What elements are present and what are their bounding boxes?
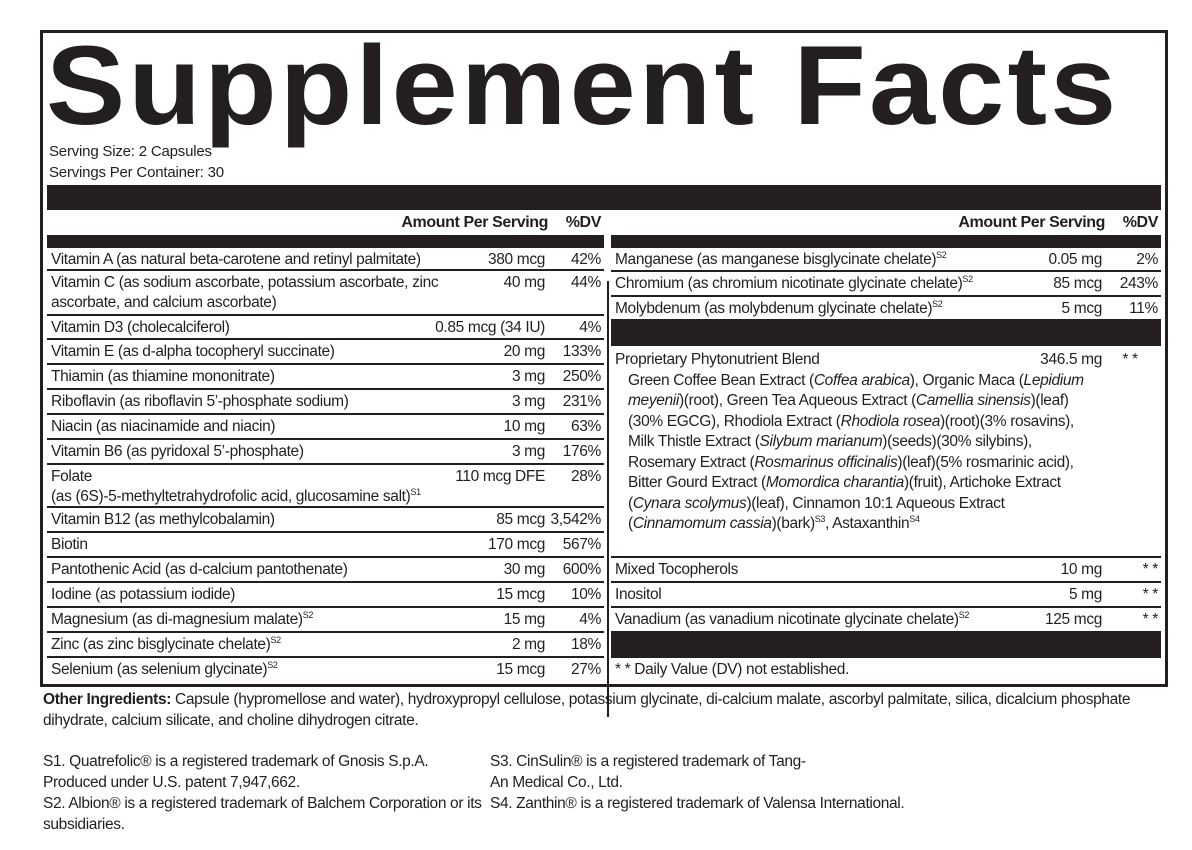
nutrient-dv: 243% [1119, 275, 1158, 292]
botanical-name: Cinnamomum cassia [632, 515, 772, 532]
botanical-name: Rosmarinus officinalis [754, 453, 898, 471]
dv-note-text: * * Daily Value (DV) not established. [615, 661, 850, 678]
nutrient-name [51, 442, 512, 463]
nutrient-name-text: Iodine (as potassium iodide) [51, 586, 236, 603]
column-header [47, 210, 604, 235]
ingredient-text: )(bark) [771, 515, 815, 532]
nutrient-dv: 231% [562, 393, 601, 410]
nutrient-name [51, 560, 504, 581]
nutrient-amount: 5 mg [1068, 586, 1102, 603]
nutrient-name-text: Molybdenum (as molybdenum glycinate chelate) [615, 300, 933, 317]
nutrient-row [611, 297, 1161, 321]
footnote-ref: S1 [410, 487, 421, 497]
column-divider [607, 281, 609, 717]
ingredient-text: )(root)(3% rosavins), Milk Thistle Extract ( [628, 412, 1074, 450]
nutrient-row [47, 248, 604, 271]
footnote-ref: S2 [936, 250, 947, 260]
nutrient-name-text: Biotin [51, 536, 88, 553]
nutrient-row [47, 271, 604, 316]
other-ingredients [43, 690, 1163, 731]
nutrient-amount: 125 mcg [1045, 611, 1102, 628]
nutrient-name-text: Vitamin A (as natural beta-carotene and retinyl palmitate) [51, 251, 421, 268]
footnote-ref: S4 [909, 514, 920, 524]
nutrient-name-text: Inositol [615, 586, 662, 603]
right-column [611, 210, 1161, 683]
nutrient-name [51, 635, 512, 656]
nutrient-name-text: Vitamin D3 (cholecalciferol) [51, 319, 230, 336]
nutrient-row [47, 558, 604, 583]
footnote-ref: S3 [814, 514, 826, 524]
nutrient-row [47, 440, 604, 465]
nutrient-dv: 133% [562, 343, 601, 360]
amount-header: Amount Per Serving [401, 213, 548, 231]
proprietary-blend [611, 346, 1161, 558]
ingredient-text: )(leaf)(30% EGCG), Rhodiola Extract ( [628, 392, 1069, 430]
nutrient-name-text: Niacin (as niacinamide and niacin) [51, 418, 276, 435]
footnote-ref: S2 [267, 660, 278, 670]
nutrient-row [47, 658, 604, 683]
nutrient-row [47, 583, 604, 608]
nutrient-row [611, 272, 1161, 297]
nutrient-name [51, 610, 504, 631]
column-header [611, 210, 1161, 235]
nutrient-dv: 18% [571, 636, 601, 653]
nutrient-row [611, 558, 1161, 583]
nutrient-row [47, 508, 604, 533]
nutrient-amount: 85 mcg [496, 511, 545, 528]
nutrient-row [47, 608, 604, 633]
thin-divider [611, 235, 1161, 248]
dv-header: %DV [1122, 213, 1158, 231]
footnote-ref: S2 [958, 610, 970, 620]
ingredient-text: )(root), Green Tea Aqueous Extract ( [678, 392, 916, 409]
nutrient-amount: 10 mg [1060, 561, 1102, 578]
nutrient-name-text: Vitamin B6 (as pyridoxal 5’-phosphate) [51, 443, 304, 460]
nutrient-name [615, 610, 1045, 631]
footnote-ref: S2 [962, 274, 973, 284]
nutrient-name-text: Thiamin (as thiamine mononitrate) [51, 368, 275, 385]
footnote-ref: S2 [302, 610, 314, 620]
botanical-name: Lepidium meyenii [628, 371, 1084, 409]
nutrient-name [51, 585, 496, 606]
footnote-s3: S3. CinSulin® is a registered trademark of Tang-An Medical Co., Ltd. [490, 753, 806, 791]
servings-per-container: Servings Per Container: 30 [49, 164, 224, 181]
nutrient-name-text: Vitamin B12 (as methylcobalamin) [51, 511, 275, 528]
nutrient-amount: 3 mg [511, 443, 545, 460]
blend-ingredients [615, 371, 1158, 535]
nutrient-amount: 5 mcg [1061, 300, 1102, 317]
nutrient-amount: 30 mg [503, 561, 545, 578]
botanical-name: Rhodiola rosea [840, 412, 940, 430]
footnote-ref: S2 [932, 299, 943, 309]
ingredient-text: ), Organic Maca ( [909, 371, 1024, 389]
nutrient-dv: 44% [571, 274, 601, 291]
serving-size: Serving Size: 2 Capsules [49, 143, 212, 160]
nutrient-row [47, 533, 604, 558]
nutrient-name-text: Magnesium (as di-magnesium malate) [51, 611, 303, 628]
nutrient-dv: 567% [562, 536, 601, 553]
nutrient-row [611, 248, 1161, 272]
nutrient-amount: 15 mg [503, 611, 545, 628]
nutrient-name [51, 273, 504, 314]
nutrient-name-text: Mixed Tocopherols [615, 561, 738, 578]
ingredient-text: )(leaf), Cinnamon 10:1 Aqueous Extract ( [628, 494, 1005, 532]
nutrient-amount: 40 mg [503, 274, 545, 291]
footnote-s2: S2. Albion® is a registered trademark of Balchem Corporation or its subsidiaries. [43, 795, 482, 833]
blend-amount: 346.5 mg [1040, 351, 1102, 368]
ingredient-text: )(leaf)(5% rosmarinic acid), Bitter Gourd Extract ( [628, 453, 1074, 491]
nutrient-name [51, 535, 488, 556]
panel-title: Supplement Facts [46, 23, 1120, 148]
nutrient-name-text: Vitamin E (as d-alpha tocopheryl succinate) [51, 343, 335, 360]
left-column [47, 210, 604, 683]
footnote-ref: S2 [270, 635, 281, 645]
nutrient-dv: 27% [571, 661, 601, 678]
nutrient-name [615, 299, 1062, 319]
nutrient-dv: 250% [562, 368, 601, 385]
nutrient-name [51, 660, 496, 683]
blend-name: Proprietary Phytonutrient Blend [615, 351, 820, 368]
nutrient-name [615, 585, 1069, 606]
botanical-name: Camellia sinensis [915, 392, 1031, 409]
other-ingredients-text: Capsule (hypromellose and water), hydroxypropyl cellulose, potassium glycinate, di-calcium malate, ascorbyl palmitate, silica, dicalcium phosphate dihydrate, calcium silicate, and choline dihydrogen citrate. [43, 691, 1131, 729]
nutrient-amount: 110 mcg DFE [455, 468, 545, 485]
botanical-name: Cynara scolymus [632, 494, 747, 512]
nutrient-name-text: Vanadium (as vanadium nicotinate glycinate chelate) [615, 611, 959, 628]
nutrient-row [47, 365, 604, 390]
nutrient-name [51, 417, 504, 438]
blend-dv: * * [1122, 351, 1138, 368]
nutrient-name-text: Manganese (as manganese bisglycinate chelate) [615, 251, 937, 268]
nutrient-row [47, 390, 604, 415]
other-ingredients-label: Other Ingredients: [43, 691, 172, 708]
nutrient-name-text: Folate [51, 468, 92, 485]
nutrient-name [51, 318, 435, 338]
nutrient-name [51, 250, 488, 269]
nutrient-dv: 4% [579, 319, 601, 336]
nutrient-amount: 85 mcg [1053, 275, 1102, 292]
thin-divider [47, 235, 604, 248]
nutrient-amount: 15 mcg [496, 661, 545, 678]
nutrient-row [47, 415, 604, 440]
ingredient-text: )(seeds)(30% silybins), Rosemary Extract ( [628, 433, 1032, 471]
nutrient-amount: 3 mg [511, 368, 545, 385]
nutrient-amount: 170 mcg [488, 536, 545, 553]
nutrient-row [47, 465, 604, 508]
ingredient-text: , Astaxanthin [825, 515, 910, 532]
nutrient-row [47, 633, 604, 658]
nutrient-name-text: Pantothenic Acid (as d-calcium pantothenate) [51, 561, 348, 578]
nutrient-amount: 2 mg [511, 636, 545, 653]
nutrient-dv: 176% [562, 443, 601, 460]
ingredient-text: )(fruit), Artichoke Extract ( [628, 474, 1061, 512]
nutrient-amount: 20 mg [503, 343, 545, 360]
botanical-name: Silybum marianum [759, 433, 883, 450]
nutrient-row [47, 316, 604, 340]
footnote-s4: S4. Zanthin® is a registered trademark of Valensa International. [490, 795, 905, 812]
nutrient-name-text: Zinc (as zinc bisglycinate chelate) [51, 636, 271, 653]
nutrient-amount: 3 mg [511, 393, 545, 410]
nutrient-amount: 380 mcg [488, 251, 545, 268]
nutrient-row [47, 340, 604, 365]
nutrient-source: (as (6S)-5-methyltetrahydrofolic acid, glucosamine salt) [51, 488, 411, 505]
nutrient-name [51, 392, 512, 413]
nutrient-name [615, 250, 1048, 270]
nutrient-name [51, 367, 512, 388]
nutrient-dv: 11% [1129, 300, 1158, 317]
nutrient-name [51, 342, 504, 363]
amount-header: Amount Per Serving [958, 213, 1105, 231]
ingredient-text: Green Coffee Bean Extract ( [628, 371, 814, 389]
nutrient-name-text: Chromium (as chromium nicotinate glycinate chelate) [615, 275, 963, 292]
nutrient-dv: * * [1142, 561, 1158, 578]
nutrient-name-text: Riboflavin (as riboflavin 5’-phosphate sodium) [51, 393, 349, 410]
nutrient-amount: 15 mcg [496, 586, 545, 603]
nutrient-dv: 3,542% [550, 511, 601, 528]
botanical-name: Coffea arabica [813, 371, 910, 389]
nutrient-name-text: Vitamin C (as sodium ascorbate, potassium ascorbate, zinc ascorbate, and calcium ascorbate) [51, 274, 439, 311]
nutrient-name [51, 510, 496, 531]
dv-note [611, 658, 1161, 683]
nutrient-row [611, 583, 1161, 608]
section-divider-bar [611, 633, 1161, 658]
nutrient-dv: 2% [1136, 251, 1158, 268]
nutrient-name [615, 560, 1061, 581]
nutrient-dv: 28% [571, 468, 601, 485]
nutrient-amount: 10 mg [503, 418, 545, 435]
nutrient-name-text: Selenium (as selenium glycinate) [51, 661, 268, 678]
dv-header: %DV [565, 213, 601, 231]
nutrient-dv: 10% [571, 586, 601, 603]
footnote-s1: S1. Quatrefolic® is a registered trademark of Gnosis S.p.A. Produced under U.S. patent 7,947,662. [43, 753, 429, 791]
botanical-name: Momordica charantia [765, 474, 904, 491]
nutrient-amount: 0.05 mg [1048, 251, 1102, 268]
section-divider-bar [611, 321, 1161, 346]
supplement-facts-panel [40, 23, 1168, 687]
nutrient-amount: 0.85 mcg (34 IU) [435, 319, 545, 336]
nutrient-name [51, 467, 455, 506]
nutrient-row [611, 608, 1161, 633]
nutrient-dv: * * [1142, 586, 1158, 603]
nutrient-dv: 600% [562, 561, 601, 578]
nutrient-dv: 4% [579, 611, 601, 628]
nutrient-dv: 42% [571, 251, 601, 268]
nutrient-dv: 63% [571, 418, 601, 435]
header-divider-bar [47, 185, 1161, 210]
nutrient-name [615, 274, 1053, 295]
nutrient-dv: * * [1142, 611, 1158, 628]
